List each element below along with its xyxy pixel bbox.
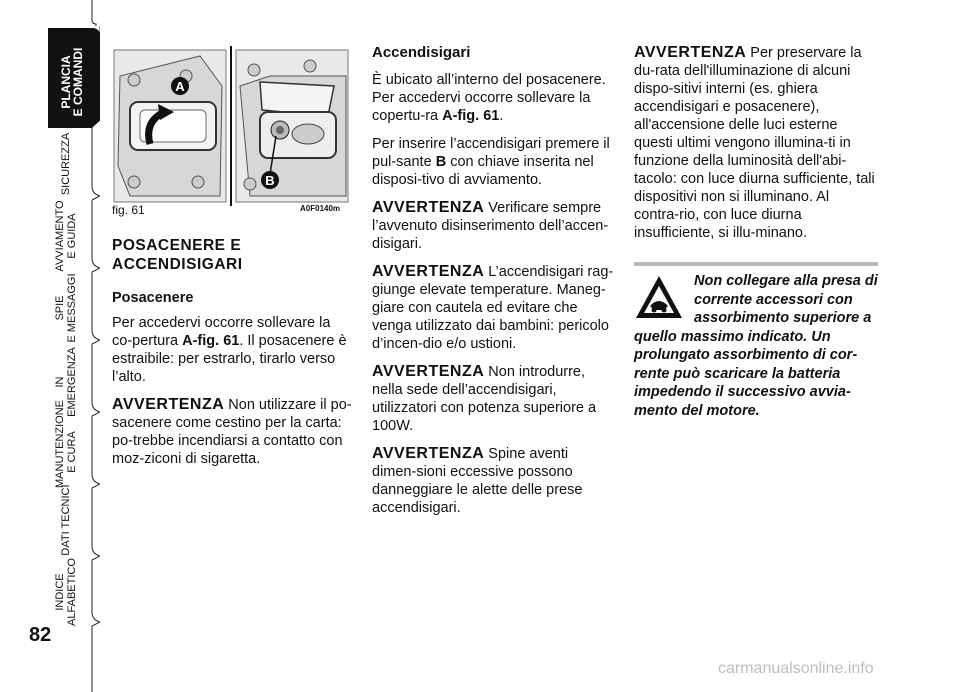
notice-text: Non collegare alla presa di corrente accessori con assorbimento superiore a quello massimo indicato. Un prolungato assorbimento di cor-rente può scaricare la batteria impedendo il successivo avvia-mento del motore. [634,273,878,419]
warning-posacenere: AVVERTENZA Non utilizzare il po-sacenere come cestino per la carta: po-trebbe incendiarsi a contatto con moz-ziconi di sigaretta. [112,396,352,467]
tab-spie-e-messaggi[interactable]: SPIE E MESSAGGI [54,273,78,343]
column-2 [372,44,614,527]
tab-indice-alfabetico[interactable]: INDICE ALFABETICO [54,558,78,626]
paragraph-posacenere: Per accedervi occorre sollevare la co-pertura A-fig. 61. Il posacenere è estraibile: per estrarlo, tirarlo verso l’alto. [112,315,347,385]
tab-plancia-e-comandi[interactable]: PLANCIA E COMANDI [59,47,85,117]
tab-dati-tecnici[interactable]: DATI TECNICI [60,484,72,556]
warning-3: AVVERTENZA Non introdurre, nella sede dell’accendisigari, utilizzatori con potenza superiore a 100W. [372,363,597,434]
sidebar-tabs-graphic [0,0,100,692]
tab-in-emergenza[interactable]: IN EMERGENZA [54,347,78,417]
figure-code: A0F0140m [300,204,341,213]
column-1 [112,236,352,478]
warning-4: AVVERTENZA Spine aventi dimen-sioni eccessive possono danneggiare le alette delle prese accendisigari. [372,445,583,516]
paragraph-accendisigari-2: Per inserire l’accendisigari premere il pul-sante B con chiave inserita nel disposi-tivo di avviamento. [372,136,610,188]
notice-divider [634,262,878,266]
tab-avviamento-e-guida[interactable]: AVVIAMENTO E GUIDA [54,200,78,272]
section-title: POSACENERE E ACCENDISIGARI [112,237,243,273]
callout-b: B [265,173,275,188]
tab-sicurezza[interactable]: SICUREZZA [60,132,72,196]
warning-triangle-icon [634,272,688,322]
section-sidebar [0,0,100,692]
tab-manutenzione-e-cura[interactable]: MANUTENZIONE E CURA [54,400,78,488]
figure-61 [110,46,352,216]
warning-2: AVVERTENZA L’accendisigari rag-giunge elevate temperature. Maneg-giare con cautela ed evitare che venga utilizzato dai bambini: pericolo d’incen-dio e/o ustioni. [372,263,614,352]
subsection-title-accendisigari: Accendisigari [372,44,471,61]
callout-a: A [175,79,185,94]
warning-illuminazione: AVVERTENZA Per preservare la du-rata dell'illuminazione di alcuni dispo-sitivi interni (es. ghiera accendisigari e posacenere), all'accensione delle luci esterne questi ultimi vengono illumina-ti in funzione della luminosità dell'abi-tacolo: con luce diurna sufficiente, tali dispositivi non si illuminano. Al contra-rio, con luce diurna insufficiente, si illu-minano. [634,44,875,241]
page-number: 82 [29,624,52,646]
warning-1: AVVERTENZA Verificare sempre l’avvenuto disinserimento dell’accen-disigari. [372,199,609,252]
column-3 [634,44,878,252]
ashtray-illustration [110,46,352,206]
figure-caption: fig. 61 [112,203,145,217]
subsection-title-posacenere: Posacenere [112,290,194,306]
watermark: carmanualsonline.info [718,660,874,677]
paragraph-accendisigari-1: È ubicato all’interno del posacenere. Per accedervi occorre sollevare la copertu-ra A-fig. 61. [372,72,606,124]
